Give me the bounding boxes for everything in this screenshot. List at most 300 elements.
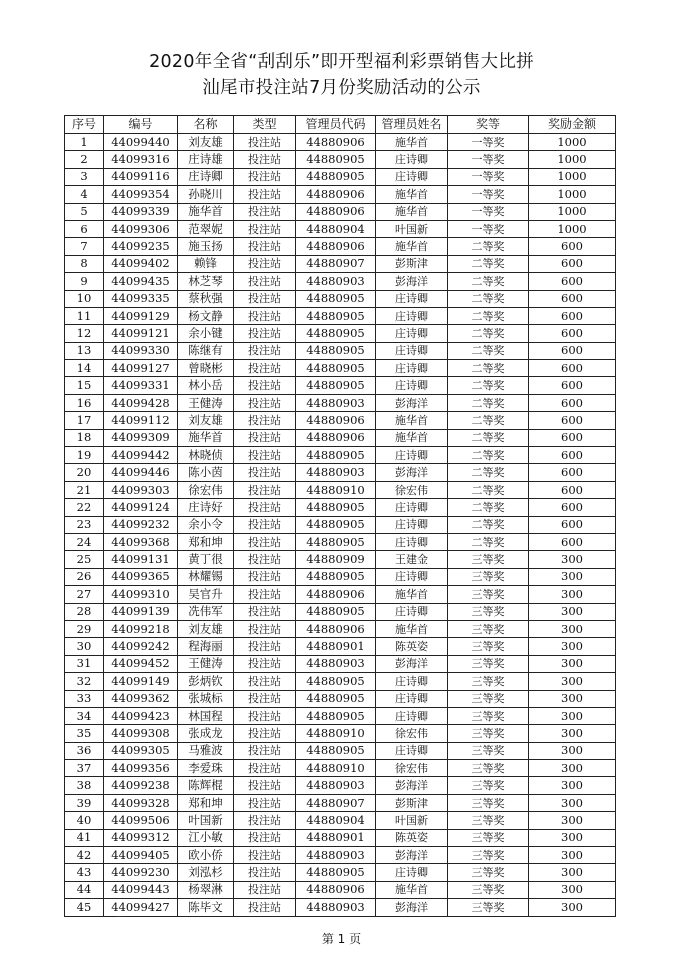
seq-cell: 16 — [65, 394, 104, 411]
type-cell: 投注站 — [234, 307, 296, 324]
code-cell: 44099303 — [104, 481, 178, 498]
seq-cell: 4 — [65, 186, 104, 203]
table-row — [65, 325, 616, 342]
prize-level-cell: 三等奖 — [448, 760, 529, 777]
code-cell: 44099405 — [104, 847, 178, 864]
document-subtitle: 汕尾市投注站7月份奖励活动的公示 — [202, 78, 481, 98]
table-row — [65, 899, 616, 916]
seq-cell: 31 — [65, 655, 104, 672]
seq-cell: 19 — [65, 447, 104, 464]
code-cell: 44099238 — [104, 777, 178, 794]
manager-code-cell: 44880905 — [296, 499, 376, 516]
prize-level-cell: 二等奖 — [448, 447, 529, 464]
manager-name-cell: 庄诗卿 — [376, 673, 448, 690]
prize-level-cell: 二等奖 — [448, 412, 529, 429]
seq-cell: 18 — [65, 429, 104, 446]
manager-code-cell: 44880905 — [296, 377, 376, 394]
prize-level-cell: 三等奖 — [448, 742, 529, 759]
manager-name-cell: 庄诗卿 — [376, 307, 448, 324]
manager-code-cell: 44880904 — [296, 220, 376, 237]
manager-name-cell: 施华首 — [376, 586, 448, 603]
manager-code-cell: 44880903 — [296, 655, 376, 672]
prize-level-cell: 三等奖 — [448, 881, 529, 898]
column-header-code: 编号 — [104, 116, 178, 134]
seq-cell: 38 — [65, 777, 104, 794]
seq-cell: 27 — [65, 586, 104, 603]
prize-level-cell: 三等奖 — [448, 603, 529, 620]
amount-cell: 600 — [529, 307, 616, 324]
manager-name-cell: 陈英姿 — [376, 829, 448, 846]
type-cell: 投注站 — [234, 638, 296, 655]
name-cell: 范翠妮 — [178, 220, 234, 237]
table-row — [65, 307, 616, 324]
type-cell: 投注站 — [234, 186, 296, 203]
amount-cell: 300 — [529, 725, 616, 742]
manager-name-cell: 王建金 — [376, 551, 448, 568]
seq-cell: 39 — [65, 794, 104, 811]
code-cell: 44099218 — [104, 620, 178, 637]
manager-code-cell: 44880905 — [296, 307, 376, 324]
table-row — [65, 638, 616, 655]
code-cell: 44099442 — [104, 447, 178, 464]
manager-code-cell: 44880904 — [296, 812, 376, 829]
amount-cell: 300 — [529, 603, 616, 620]
code-cell: 44099112 — [104, 412, 178, 429]
amount-cell: 300 — [529, 551, 616, 568]
type-cell: 投注站 — [234, 881, 296, 898]
manager-code-cell: 44880906 — [296, 186, 376, 203]
amount-cell: 600 — [529, 290, 616, 307]
manager-code-cell: 44880905 — [296, 447, 376, 464]
manager-code-cell: 44880905 — [296, 360, 376, 377]
name-cell: 林小岳 — [178, 377, 234, 394]
table-row — [65, 290, 616, 307]
manager-code-cell: 44880905 — [296, 673, 376, 690]
table-row — [65, 707, 616, 724]
manager-code-cell: 44880905 — [296, 325, 376, 342]
amount-cell: 1000 — [529, 220, 616, 237]
type-cell: 投注站 — [234, 812, 296, 829]
manager-code-cell: 44880903 — [296, 847, 376, 864]
amount-cell: 300 — [529, 568, 616, 585]
amount-cell: 600 — [529, 255, 616, 272]
manager-code-cell: 44880906 — [296, 429, 376, 446]
name-cell: 蔡秋强 — [178, 290, 234, 307]
seq-cell: 3 — [65, 168, 104, 185]
manager-code-cell: 44880905 — [296, 342, 376, 359]
table-row — [65, 673, 616, 690]
name-cell: 庄诗卿 — [178, 168, 234, 185]
prize-level-cell: 二等奖 — [448, 533, 529, 550]
code-cell: 44099328 — [104, 794, 178, 811]
name-cell: 王健涛 — [178, 655, 234, 672]
amount-cell: 300 — [529, 864, 616, 881]
manager-name-cell: 彭海洋 — [376, 899, 448, 916]
manager-code-cell: 44880906 — [296, 134, 376, 151]
manager-name-cell: 施华首 — [376, 238, 448, 255]
seq-cell: 5 — [65, 203, 104, 220]
manager-name-cell: 徐宏伟 — [376, 760, 448, 777]
amount-cell: 600 — [529, 429, 616, 446]
type-cell: 投注站 — [234, 273, 296, 290]
type-cell: 投注站 — [234, 707, 296, 724]
prize-level-cell: 三等奖 — [448, 794, 529, 811]
table-row — [65, 829, 616, 846]
prize-level-cell: 二等奖 — [448, 238, 529, 255]
manager-code-cell: 44880910 — [296, 481, 376, 498]
manager-name-cell: 庄诗卿 — [376, 516, 448, 533]
seq-cell: 22 — [65, 499, 104, 516]
manager-name-cell: 叶国新 — [376, 220, 448, 237]
type-cell: 投注站 — [234, 325, 296, 342]
name-cell: 庄诗雄 — [178, 151, 234, 168]
type-cell: 投注站 — [234, 360, 296, 377]
code-cell: 44099435 — [104, 273, 178, 290]
code-cell: 44099440 — [104, 134, 178, 151]
seq-cell: 45 — [65, 899, 104, 916]
prize-level-cell: 三等奖 — [448, 899, 529, 916]
amount-cell: 1000 — [529, 203, 616, 220]
amount-cell: 600 — [529, 464, 616, 481]
amount-cell: 1000 — [529, 134, 616, 151]
manager-code-cell: 44880906 — [296, 881, 376, 898]
name-cell: 张城标 — [178, 690, 234, 707]
code-cell: 44099506 — [104, 812, 178, 829]
column-header-amount: 奖励金额 — [529, 116, 616, 134]
name-cell: 程海丽 — [178, 638, 234, 655]
code-cell: 44099428 — [104, 394, 178, 411]
manager-code-cell: 44880901 — [296, 638, 376, 655]
type-cell: 投注站 — [234, 464, 296, 481]
code-cell: 44099230 — [104, 864, 178, 881]
code-cell: 44099335 — [104, 290, 178, 307]
amount-cell: 1000 — [529, 186, 616, 203]
manager-name-cell: 彭海洋 — [376, 777, 448, 794]
name-cell: 余小键 — [178, 325, 234, 342]
table-body — [65, 134, 616, 917]
table-row — [65, 186, 616, 203]
amount-cell: 300 — [529, 812, 616, 829]
manager-name-cell: 庄诗卿 — [376, 325, 448, 342]
table-header-row — [65, 116, 616, 134]
seq-cell: 17 — [65, 412, 104, 429]
name-cell: 欧小侨 — [178, 847, 234, 864]
code-cell: 44099306 — [104, 220, 178, 237]
prize-level-cell: 二等奖 — [448, 342, 529, 359]
seq-cell: 8 — [65, 255, 104, 272]
prize-level-cell: 二等奖 — [448, 273, 529, 290]
type-cell: 投注站 — [234, 725, 296, 742]
code-cell: 44099316 — [104, 151, 178, 168]
manager-name-cell: 庄诗卿 — [376, 360, 448, 377]
table-row — [65, 429, 616, 446]
manager-name-cell: 施华首 — [376, 134, 448, 151]
manager-code-cell: 44880905 — [296, 864, 376, 881]
table-row — [65, 847, 616, 864]
manager-name-cell: 叶国新 — [376, 812, 448, 829]
manager-code-cell: 44880903 — [296, 273, 376, 290]
type-cell: 投注站 — [234, 499, 296, 516]
seq-cell: 15 — [65, 377, 104, 394]
name-cell: 刘友雄 — [178, 620, 234, 637]
name-cell: 王健涛 — [178, 394, 234, 411]
award-table — [64, 115, 616, 917]
table-row — [65, 794, 616, 811]
name-cell: 刘友雄 — [178, 134, 234, 151]
table-row — [65, 360, 616, 377]
name-cell: 黄丁很 — [178, 551, 234, 568]
name-cell: 陈继有 — [178, 342, 234, 359]
prize-level-cell: 二等奖 — [448, 325, 529, 342]
amount-cell: 300 — [529, 847, 616, 864]
type-cell: 投注站 — [234, 586, 296, 603]
code-cell: 44099423 — [104, 707, 178, 724]
prize-level-cell: 一等奖 — [448, 134, 529, 151]
name-cell: 林耀锡 — [178, 568, 234, 585]
type-cell: 投注站 — [234, 829, 296, 846]
code-cell: 44099127 — [104, 360, 178, 377]
prize-level-cell: 三等奖 — [448, 829, 529, 846]
amount-cell: 600 — [529, 499, 616, 516]
manager-name-cell: 彭斯津 — [376, 255, 448, 272]
table-row — [65, 551, 616, 568]
manager-code-cell: 44880905 — [296, 290, 376, 307]
column-header-manager-code: 管理员代码 — [296, 116, 376, 134]
code-cell: 44099116 — [104, 168, 178, 185]
seq-cell: 24 — [65, 533, 104, 550]
manager-code-cell: 44880906 — [296, 203, 376, 220]
manager-name-cell: 施华首 — [376, 620, 448, 637]
manager-code-cell: 44880910 — [296, 760, 376, 777]
amount-cell: 300 — [529, 794, 616, 811]
seq-cell: 40 — [65, 812, 104, 829]
code-cell: 44099402 — [104, 255, 178, 272]
type-cell: 投注站 — [234, 742, 296, 759]
table-row — [65, 412, 616, 429]
code-cell: 44099339 — [104, 203, 178, 220]
code-cell: 44099310 — [104, 586, 178, 603]
amount-cell: 1000 — [529, 151, 616, 168]
prize-level-cell: 三等奖 — [448, 586, 529, 603]
seq-cell: 41 — [65, 829, 104, 846]
code-cell: 44099121 — [104, 325, 178, 342]
prize-level-cell: 三等奖 — [448, 673, 529, 690]
code-cell: 44099443 — [104, 881, 178, 898]
type-cell: 投注站 — [234, 447, 296, 464]
manager-code-cell: 44880905 — [296, 568, 376, 585]
seq-cell: 1 — [65, 134, 104, 151]
code-cell: 44099312 — [104, 829, 178, 846]
seq-cell: 30 — [65, 638, 104, 655]
table-row — [65, 394, 616, 411]
name-cell: 庄诗好 — [178, 499, 234, 516]
manager-name-cell: 庄诗卿 — [376, 499, 448, 516]
name-cell: 郑和坤 — [178, 794, 234, 811]
manager-name-cell: 徐宏伟 — [376, 481, 448, 498]
manager-name-cell: 施华首 — [376, 429, 448, 446]
seq-cell: 28 — [65, 603, 104, 620]
table-row — [65, 516, 616, 533]
code-cell: 44099331 — [104, 377, 178, 394]
table-row — [65, 220, 616, 237]
name-cell: 施华首 — [178, 429, 234, 446]
seq-cell: 7 — [65, 238, 104, 255]
name-cell: 江小敏 — [178, 829, 234, 846]
name-cell: 马雅波 — [178, 742, 234, 759]
amount-cell: 600 — [529, 412, 616, 429]
table-row — [65, 881, 616, 898]
seq-cell: 13 — [65, 342, 104, 359]
type-cell: 投注站 — [234, 690, 296, 707]
type-cell: 投注站 — [234, 394, 296, 411]
seq-cell: 34 — [65, 707, 104, 724]
manager-code-cell: 44880903 — [296, 777, 376, 794]
manager-name-cell: 施华首 — [376, 203, 448, 220]
manager-name-cell: 庄诗卿 — [376, 377, 448, 394]
name-cell: 曾晓彬 — [178, 360, 234, 377]
seq-cell: 33 — [65, 690, 104, 707]
seq-cell: 10 — [65, 290, 104, 307]
table-row — [65, 603, 616, 620]
manager-name-cell: 庄诗卿 — [376, 447, 448, 464]
amount-cell: 300 — [529, 673, 616, 690]
name-cell: 彭炳钦 — [178, 673, 234, 690]
seq-cell: 20 — [65, 464, 104, 481]
code-cell: 44099362 — [104, 690, 178, 707]
column-header-type: 类型 — [234, 116, 296, 134]
manager-name-cell: 施华首 — [376, 186, 448, 203]
table-row — [65, 533, 616, 550]
amount-cell: 300 — [529, 690, 616, 707]
table-row — [65, 464, 616, 481]
amount-cell: 300 — [529, 829, 616, 846]
manager-code-cell: 44880905 — [296, 707, 376, 724]
name-cell: 陈小茵 — [178, 464, 234, 481]
amount-cell: 300 — [529, 742, 616, 759]
scan-mark: ····· — [116, 914, 124, 920]
table-row — [65, 864, 616, 881]
amount-cell: 600 — [529, 342, 616, 359]
table-row — [65, 481, 616, 498]
name-cell: 刘泓杉 — [178, 864, 234, 881]
prize-level-cell: 三等奖 — [448, 551, 529, 568]
seq-cell: 12 — [65, 325, 104, 342]
amount-cell: 300 — [529, 777, 616, 794]
seq-cell: 42 — [65, 847, 104, 864]
table-row — [65, 447, 616, 464]
manager-name-cell: 徐宏伟 — [376, 725, 448, 742]
table-row — [65, 812, 616, 829]
manager-code-cell: 44880903 — [296, 394, 376, 411]
seq-cell: 14 — [65, 360, 104, 377]
manager-name-cell: 施华首 — [376, 412, 448, 429]
type-cell: 投注站 — [234, 847, 296, 864]
amount-cell: 600 — [529, 325, 616, 342]
prize-level-cell: 二等奖 — [448, 481, 529, 498]
seq-cell: 36 — [65, 742, 104, 759]
seq-cell: 6 — [65, 220, 104, 237]
prize-level-cell: 三等奖 — [448, 638, 529, 655]
manager-code-cell: 44880905 — [296, 168, 376, 185]
table-row — [65, 760, 616, 777]
name-cell: 林晓侦 — [178, 447, 234, 464]
manager-code-cell: 44880905 — [296, 151, 376, 168]
amount-cell: 300 — [529, 620, 616, 637]
prize-level-cell: 一等奖 — [448, 203, 529, 220]
type-cell: 投注站 — [234, 220, 296, 237]
amount-cell: 600 — [529, 360, 616, 377]
name-cell: 施华首 — [178, 203, 234, 220]
amount-cell: 600 — [529, 447, 616, 464]
type-cell: 投注站 — [234, 412, 296, 429]
page-number: 第 1 页 — [321, 932, 362, 946]
seq-cell: 37 — [65, 760, 104, 777]
name-cell: 李爱珠 — [178, 760, 234, 777]
code-cell: 44099356 — [104, 760, 178, 777]
name-cell: 施玉扬 — [178, 238, 234, 255]
table-row — [65, 690, 616, 707]
name-cell: 林芝琴 — [178, 273, 234, 290]
table-row — [65, 203, 616, 220]
table-row — [65, 725, 616, 742]
table-row — [65, 255, 616, 272]
code-cell: 44099368 — [104, 533, 178, 550]
code-cell: 44099305 — [104, 742, 178, 759]
manager-name-cell: 彭海洋 — [376, 847, 448, 864]
amount-cell: 300 — [529, 586, 616, 603]
amount-cell: 600 — [529, 394, 616, 411]
type-cell: 投注站 — [234, 777, 296, 794]
code-cell: 44099365 — [104, 568, 178, 585]
type-cell: 投注站 — [234, 864, 296, 881]
code-cell: 44099124 — [104, 499, 178, 516]
amount-cell: 300 — [529, 655, 616, 672]
manager-name-cell: 庄诗卿 — [376, 742, 448, 759]
amount-cell: 1000 — [529, 168, 616, 185]
seq-cell: 25 — [65, 551, 104, 568]
seq-cell: 44 — [65, 881, 104, 898]
name-cell: 陈毕文 — [178, 899, 234, 916]
manager-code-cell: 44880901 — [296, 829, 376, 846]
manager-name-cell: 庄诗卿 — [376, 151, 448, 168]
prize-level-cell: 二等奖 — [448, 394, 529, 411]
manager-code-cell: 44880906 — [296, 620, 376, 637]
column-header-manager-name: 管理员姓名 — [376, 116, 448, 134]
prize-level-cell: 二等奖 — [448, 290, 529, 307]
prize-level-cell: 三等奖 — [448, 707, 529, 724]
name-cell: 吴官升 — [178, 586, 234, 603]
code-cell: 44099446 — [104, 464, 178, 481]
manager-code-cell: 44880903 — [296, 899, 376, 916]
manager-name-cell: 庄诗卿 — [376, 707, 448, 724]
amount-cell: 300 — [529, 899, 616, 916]
type-cell: 投注站 — [234, 655, 296, 672]
column-header-name: 名称 — [178, 116, 234, 134]
name-cell: 冼伟军 — [178, 603, 234, 620]
column-header-prize-level: 奖等 — [448, 116, 529, 134]
manager-name-cell: 庄诗卿 — [376, 568, 448, 585]
name-cell: 赖锋 — [178, 255, 234, 272]
table-row — [65, 134, 616, 151]
seq-cell: 29 — [65, 620, 104, 637]
table-row — [65, 273, 616, 290]
amount-cell: 600 — [529, 238, 616, 255]
seq-cell: 35 — [65, 725, 104, 742]
prize-level-cell: 二等奖 — [448, 255, 529, 272]
type-cell: 投注站 — [234, 568, 296, 585]
code-cell: 44099354 — [104, 186, 178, 203]
manager-code-cell: 44880905 — [296, 516, 376, 533]
